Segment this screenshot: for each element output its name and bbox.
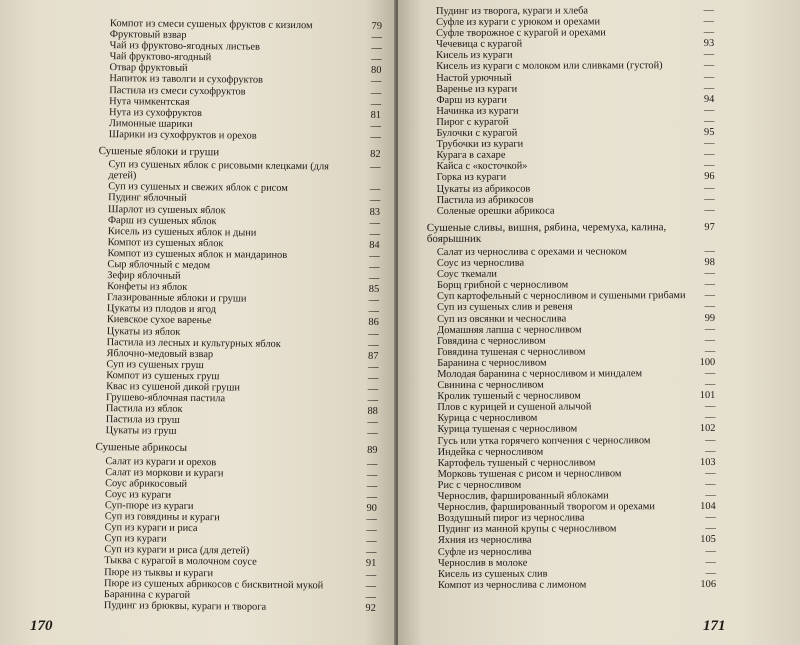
entry-page-number: — — [705, 523, 716, 535]
entry-title: Фарш из сушеных яблок — [107, 214, 217, 227]
entry-title: Фруктовый взвар — [109, 29, 187, 41]
left-page — [0, 0, 396, 645]
entry-title: Трубочки из кураги — [436, 138, 524, 151]
entry-title: Чай фруктово-ягодный — [109, 51, 212, 64]
entry-title: Молодая баранина с черносливом и миндалем — [437, 368, 643, 380]
entry-title: Суп из кураги и риса (для детей) — [104, 544, 250, 557]
entry-title: Чечевица с курагой — [436, 38, 523, 51]
entry-page-number: — — [704, 279, 715, 291]
entry-page-number: — — [705, 556, 716, 568]
entry-page-number: — — [704, 379, 716, 391]
entry-page-number: — — [366, 469, 378, 481]
section-heading — [95, 442, 377, 456]
entry-title: Плов с курицей и сушеной алычой — [437, 401, 592, 414]
entry-title: Пастила из лесных и культурных яблок — [106, 336, 281, 350]
entry-page-number: — — [369, 184, 381, 196]
entry-page-number: — — [367, 428, 378, 440]
entry-page-number: 106 — [700, 578, 717, 590]
entry-title: Кисель из сушеных яблок и дыни — [107, 225, 257, 239]
entry-page-number: — — [371, 54, 382, 66]
entry-page-number: — — [705, 545, 716, 557]
entry-title: Чернослив в молоке — [437, 557, 528, 569]
entry-page-number: 101 — [699, 390, 716, 402]
entry-page-number: 89 — [367, 445, 378, 457]
entry-page-number: — — [703, 27, 715, 39]
entry-page-number: — — [370, 87, 382, 99]
entry-title: Чернослив, фаршированный яблоками — [437, 490, 609, 502]
left-page-number: 170 — [30, 618, 53, 634]
entry-title: Картофель тушеный с черносливом — [437, 457, 596, 469]
entry-page-number: 93 — [703, 38, 715, 50]
entry-page-number: 94 — [703, 93, 715, 105]
entry-page-number: — — [704, 138, 715, 150]
entry-page-number: — — [369, 250, 380, 262]
entry-title: Рис с черносливом — [437, 479, 522, 491]
entry-title: Пастила из груш — [105, 414, 180, 427]
entry-title: Пирог с курагой — [436, 116, 509, 128]
entry-page-number: — — [367, 394, 379, 407]
entry-page-number: 96 — [704, 171, 715, 183]
section-heading — [99, 146, 381, 160]
entry-title: Лимонные шарики — [108, 117, 193, 130]
entry-title: Грушево-яблочная пастила — [105, 392, 226, 405]
entry-title: Говядина с черносливом — [437, 335, 546, 347]
entry-page-number: 80 — [371, 65, 382, 77]
entry-page-number: — — [704, 345, 716, 357]
entry-title: Суп из кураги и риса — [104, 522, 198, 535]
entry-title: Яблочно-медовый взвар — [106, 347, 214, 360]
entry-page-number: 85 — [368, 283, 380, 296]
entry-title: Соус ткемали — [436, 268, 497, 281]
entry-page-number: — — [704, 160, 715, 172]
entry-title: Баранина с черносливом — [437, 357, 547, 369]
entry-page-number: — — [366, 524, 377, 537]
entry-page-number: — — [704, 182, 715, 194]
entry-page-number: — — [703, 115, 715, 127]
entry-title: Яхния из чернослива — [437, 535, 532, 547]
entry-title: Компот из сушеных груш — [106, 369, 220, 383]
entry-title: Соус из чернослива — [436, 257, 525, 270]
entry-page-number: — — [370, 98, 382, 110]
entry-page-number: — — [705, 445, 716, 457]
entry-title: Цукаты из плодов и ягод — [106, 303, 217, 316]
entry-page-number: — — [370, 131, 381, 143]
entry-page-number: 98 — [704, 257, 715, 269]
right-page-contents-list — [426, 5, 716, 591]
entry-page-number: 104 — [700, 501, 716, 513]
entry-page-number: — — [704, 290, 716, 302]
entry-title: Цукаты из абрикосов — [436, 183, 531, 195]
entry-page-number: — — [705, 478, 716, 490]
entry-title: Чай из фруктово-ягодных листьев — [109, 40, 260, 53]
entry-page-number: — — [365, 580, 377, 592]
entry-page-number: 88 — [367, 406, 378, 418]
entry-title: Пюре из сушеных абрикосов с бисквитной мукой — [104, 577, 324, 591]
entry-title: Курица тушеная с черносливом — [437, 423, 578, 436]
entry-title: Кайса с «косточкой» — [436, 160, 528, 173]
entry-title: Компот из сушеных яблок — [107, 236, 224, 250]
entry-page-number: 105 — [700, 534, 716, 546]
entry-page-number: — — [368, 328, 379, 340]
entry-page-number: 92 — [365, 602, 376, 614]
entry-title: Сыр яблочный с медом — [107, 259, 211, 272]
entry-page-number: — — [368, 295, 380, 307]
entry-title: Компот из сушеных яблок и мандаринов — [107, 247, 288, 261]
entry-page-number: 81 — [370, 109, 382, 121]
contents-entry — [427, 205, 715, 217]
entry-page-number: 90 — [366, 502, 377, 514]
entry-title: Пудинг из брюквы, кураги и творога — [103, 599, 267, 613]
entry-page-number: — — [371, 43, 382, 55]
entry-title: Компот из смеси сушеных фруктов с кизилом — [109, 18, 313, 32]
entry-title: Сушеные яблоки и груши — [98, 145, 220, 159]
entry-title: Варенье из кураги — [436, 83, 518, 95]
entry-page-number: — — [703, 4, 715, 17]
entry-title: Кролик тушеный с черносливом — [437, 390, 581, 403]
entry-title: Конфеты из яблок — [107, 281, 188, 294]
entry-title: Тыква с курагой в молочном соусе — [104, 555, 257, 569]
entry-title: Соленые орешки абрикоса — [436, 205, 555, 217]
entry-page-number: 82 — [370, 148, 381, 160]
entry-page-number: — — [370, 161, 381, 174]
entry-title: Салат из чернослива с орехами и чесноком — [436, 246, 628, 258]
entry-title: Сушеные сливы, вишня, рябина, черемуха, калина, боярышник — [426, 220, 667, 245]
entry-page-number: — — [365, 591, 377, 603]
entry-title: Суп из овсянки и чеснослива — [437, 313, 567, 325]
entry-title: Шарики из сухофруктов и орехов — [108, 129, 257, 142]
entry-page-number: 99 — [704, 312, 716, 324]
entry-title: Компот из чернослива с лимоном — [438, 579, 587, 591]
entry-title: Нута из сухофруктов — [108, 106, 202, 119]
entry-page-number: — — [705, 467, 716, 479]
entry-page-number: — — [705, 490, 716, 502]
entry-title: Курага в сахаре — [436, 149, 506, 162]
entry-page-number: 95 — [704, 127, 715, 139]
entry-page-number: — — [370, 76, 382, 88]
entry-title: Суп из кураги — [104, 533, 167, 545]
entry-page-number: — — [370, 120, 381, 132]
entry-title: Говядина тушеная с черносливом — [437, 346, 586, 358]
entry-page-number: — — [704, 149, 715, 161]
entry-title: Суп из сушеных груш — [106, 358, 204, 371]
entry-page-number: 103 — [699, 456, 716, 468]
entry-title: Зефир яблочный — [107, 270, 181, 282]
entry-page-number: 91 — [365, 558, 377, 570]
entry-title: Индейка с черносливом — [437, 446, 544, 458]
entry-title: Суп из сушеных и свежих яблок с рисом — [108, 181, 288, 195]
entry-title: Кисель из кураги — [436, 50, 513, 62]
entry-title: Суфле из чернослива — [437, 546, 532, 558]
right-page-number: 171 — [703, 618, 726, 634]
contents-entry — [94, 600, 376, 614]
entry-page-number: — — [371, 31, 382, 44]
contents-entry — [96, 425, 378, 439]
entry-title: Соус из кураги — [104, 488, 172, 501]
entry-title: Кисель из сушеных слив — [437, 568, 548, 580]
entry-title: Морковь тушеная с рисом и черносливом — [437, 468, 622, 480]
entry-page-number: — — [704, 323, 716, 335]
entry-title: Настой урючный — [436, 72, 512, 84]
entry-title: Глазированные яблоки и груши — [107, 292, 247, 305]
left-page-contents-list — [94, 18, 382, 614]
entry-page-number: — — [369, 228, 380, 240]
entry-title: Кисель из кураги с молоком или сливками (густой) — [436, 60, 663, 73]
entry-page-number: — — [369, 195, 381, 207]
entry-page-number: 100 — [699, 356, 716, 368]
entry-page-number: — — [704, 301, 716, 313]
entry-title: Баранина с курагой — [103, 588, 191, 601]
entry-page-number: — — [703, 16, 715, 28]
entry-title: Суп из сушеных яблок с рисовыми клецками (для детей) — [108, 159, 330, 182]
entry-page-number: — — [703, 71, 715, 83]
entry-page-number: — — [705, 567, 717, 579]
entry-title: Чернослив, фаршированный творогом и орехами — [437, 501, 655, 514]
entry-title: Сушеные абрикосы — [95, 441, 188, 455]
entry-title: Борщ грибной с черносливом — [436, 279, 569, 292]
entry-page-number: — — [705, 434, 716, 446]
entry-page-number: — — [366, 491, 378, 503]
entry-title: Суп из говядины и кураги — [104, 511, 220, 524]
entry-title: Киевское сухое варенье — [106, 314, 212, 327]
entry-page-number: — — [705, 512, 716, 524]
entry-title: Суп-пюре из кураги — [104, 500, 194, 512]
entry-page-number: 84 — [369, 239, 380, 251]
contents-entry — [98, 159, 380, 184]
entry-title: Пудинг из манной крупы с черносливом — [437, 523, 617, 536]
entry-page-number: — — [703, 104, 715, 116]
entry-page-number: — — [704, 204, 715, 216]
entry-page-number: — — [367, 372, 379, 384]
entry-title: Соус абрикосовый — [105, 477, 188, 490]
entry-title: Домашняя лапша с черносливом — [437, 324, 582, 336]
contents-entry — [428, 579, 716, 591]
entry-title: Гусь или утка горячего копчения с черносливом — [437, 434, 651, 447]
entry-page-number: 97 — [704, 221, 715, 233]
entry-page-number: — — [705, 412, 716, 424]
entry-page-number: — — [368, 272, 380, 285]
entry-title: Пудинг из творога, кураги и хлеба — [435, 5, 589, 17]
entry-page-number: — — [365, 547, 377, 559]
entry-title: Горка из кураги — [436, 172, 507, 184]
entry-title: Салат из моркови и кураги — [105, 466, 224, 479]
entry-page-number: 87 — [368, 350, 379, 362]
entry-title: Пастила из абрикосов — [436, 194, 534, 206]
entry-page-number: — — [369, 217, 380, 229]
entry-page-number: — — [368, 339, 379, 351]
entry-title: Пудинг яблочный — [108, 192, 187, 205]
entry-page-number: — — [366, 458, 378, 470]
entry-page-number: — — [704, 334, 716, 346]
entry-title: Квас из сушеной дикой груши — [106, 381, 240, 394]
entry-page-number: — — [368, 261, 380, 273]
entry-title: Пастила из яблок — [105, 403, 183, 416]
entry-page-number: — — [704, 245, 715, 257]
entry-title: Напиток из таволги и сухофруктов — [109, 73, 264, 87]
entry-title: Фарш из кураги — [436, 94, 507, 106]
entry-title: Пастила из смеси сухофруктов — [109, 84, 246, 98]
entry-page-number: — — [368, 306, 379, 318]
entry-page-number: 79 — [371, 20, 382, 32]
entry-page-number: 83 — [369, 206, 381, 218]
entry-page-number: — — [704, 193, 715, 205]
entry-title: Булочки с курагой — [436, 127, 518, 139]
entry-title: Нута чимкентская — [109, 95, 190, 108]
entry-page-number: — — [703, 60, 715, 72]
entry-page-number: — — [367, 417, 378, 429]
entry-title: Салат из кураги и орехов — [105, 455, 217, 468]
entry-page-number: 102 — [699, 423, 716, 435]
entry-title: Цукаты из груш — [105, 425, 177, 438]
entry-page-number: — — [365, 569, 377, 581]
entry-page-number: 86 — [368, 317, 379, 329]
entry-page-number: — — [366, 513, 377, 525]
entry-title: Шарлот из сушеных яблок — [107, 203, 226, 216]
entry-page-number: — — [704, 401, 716, 413]
entry-title: Суфле из кураги с урюком и орехами — [436, 16, 601, 29]
entry-title: Суфле творожное с курагой и орехами — [436, 27, 606, 40]
entry-page-number: — — [367, 383, 379, 395]
entry-page-number: — — [367, 361, 379, 373]
entry-page-number: — — [704, 367, 716, 380]
entry-title: Начинка из кураги — [436, 105, 519, 117]
entry-page-number: — — [703, 82, 715, 94]
entry-page-number: — — [366, 536, 377, 548]
contents-entry — [99, 129, 381, 143]
entry-page-number: — — [704, 268, 715, 280]
entry-title: Суп картофельный с черносливом и сушеными грибами — [436, 290, 686, 303]
entry-title: Пюре из тыквы и кураги — [104, 566, 214, 579]
right-page — [398, 0, 800, 645]
entry-title: Свинина с черносливом — [437, 379, 544, 392]
section-heading — [427, 222, 715, 245]
entry-title: Цукаты из яблок — [106, 325, 181, 338]
entry-title: Курица с черносливом — [437, 412, 538, 425]
entry-title: Воздушный пирог из чернослива — [437, 512, 585, 525]
entry-title: Суп из сушеных слив и ревеня — [437, 301, 573, 314]
entry-page-number: — — [366, 480, 378, 492]
entry-page-number: — — [703, 49, 715, 61]
entry-title: Отвар фруктовый — [109, 62, 188, 75]
